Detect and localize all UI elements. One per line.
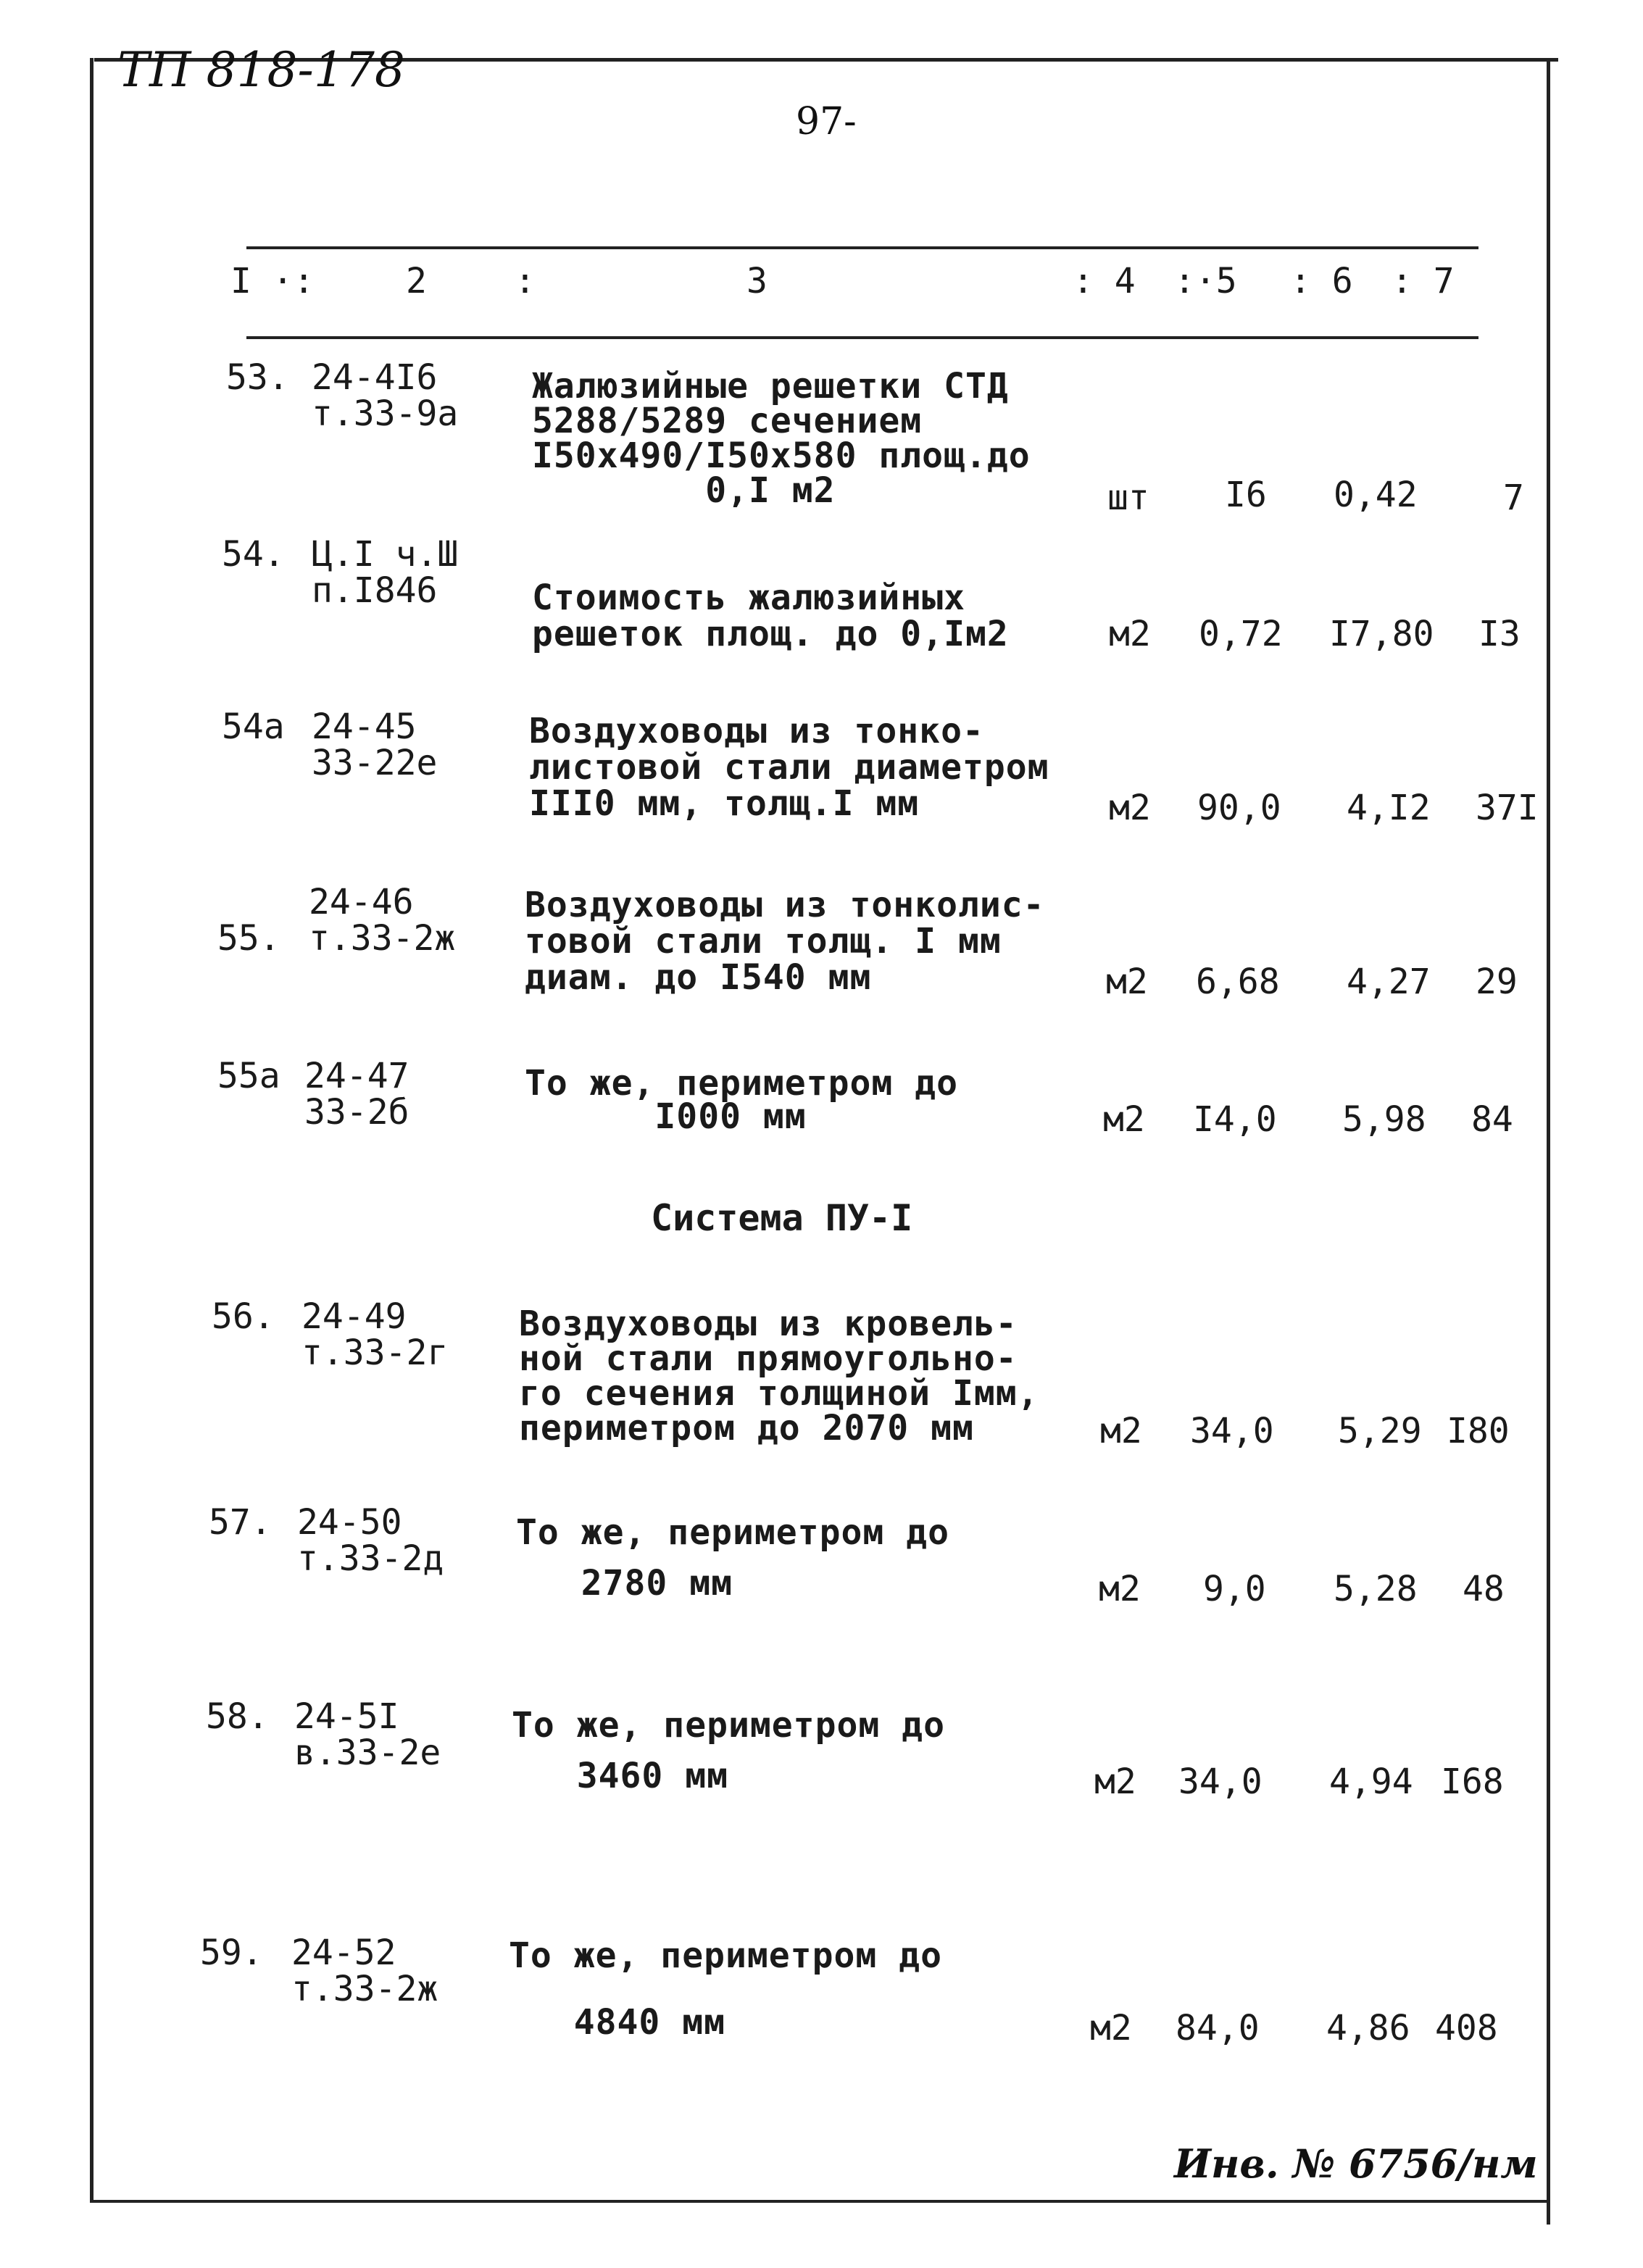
row-56-unit: м2 [1100,1411,1142,1451]
row-58-number: 58. [206,1696,269,1737]
row-57-price: 5,28 [1334,1569,1418,1609]
row-54a-price: 4,I2 [1347,788,1431,828]
section-title: Система ПУ-I [651,1197,913,1239]
row-54-code-2: п.I846 [312,570,438,611]
row-59-desc-1: То же, периметром до [509,1935,942,1976]
row-54-number: 54. [222,534,285,575]
row-55a-number: 55а [217,1056,280,1096]
row-59-price: 4,86 [1326,2008,1410,2048]
row-56-code-2: т.33-2г [301,1333,449,1373]
row-54-unit: м2 [1109,614,1151,654]
row-58-desc-2: 3460 мм [512,1756,728,1796]
row-54-code-1: Ц.I ч.Ш [312,534,459,575]
row-53-desc-2: 5288/5289 сечением [532,401,923,441]
row-55a-desc-2: I000 мм [525,1096,807,1137]
header-col-7: : 7 [1392,261,1455,301]
page-number: 97- [796,100,857,143]
row-53-unit: шт [1107,478,1149,518]
row-57-total: 48 [1463,1569,1505,1609]
row-55a-quantity: I4,0 [1193,1099,1277,1140]
row-55-quantity: 6,68 [1196,962,1280,1002]
row-54-desc-1: Стоимость жалюзийных [532,578,965,618]
row-58-code-1: 24-5I [294,1696,399,1737]
row-57-desc-1: То же, периметром до [516,1512,949,1553]
frame-bottom-border [90,2200,1550,2203]
row-56-desc-3: го сечения толщиной Iмм, [519,1373,1039,1414]
row-54a-quantity: 90,0 [1197,788,1281,828]
row-54a-code-1: 24-45 [312,706,417,747]
row-54a-unit: м2 [1109,788,1151,828]
header-col-3: 3 [746,261,768,301]
row-55-number: 55. [217,918,280,959]
row-54a-code-2: 33-22е [312,743,438,783]
handwritten-document-code: ТП 818-178 [117,42,405,98]
row-55-code-2: т.33-2ж [309,918,456,959]
row-59-number: 59. [200,1933,263,1973]
row-57-code-2: т.33-2д [297,1538,444,1579]
row-54a-desc-1: Воздуховоды из тонко- [529,711,984,751]
row-53-code-1: 24-4I6 [312,357,438,398]
header-col-2: 2 [406,261,427,301]
header-col-3-separator: : [515,261,536,301]
row-54-desc-2: решеток площ. до 0,Iм2 [532,614,1009,654]
row-58-code-2: в.33-2е [294,1733,441,1773]
row-53-desc-1: Жалюзийные решетки СТД [532,366,1009,407]
row-58-unit: м2 [1094,1762,1136,1802]
row-54-quantity: 0,72 [1199,614,1283,654]
row-53-desc-4: 0,I м2 [532,470,836,511]
header-col-6: : 6 [1290,261,1353,301]
row-59-code-2: т.33-2ж [291,1969,438,2009]
row-55-total: 29 [1476,962,1518,1002]
header-col-4: : 4 [1073,261,1136,301]
row-53-desc-3: I50х490/I50х580 площ.до [532,435,1031,476]
row-55-desc-2: товой стали толщ. I мм [525,921,1002,962]
row-55-unit: м2 [1106,962,1148,1002]
row-54-total: I3 [1478,614,1521,654]
row-59-total: 408 [1435,2008,1498,2048]
row-54a-total: 37I [1476,788,1539,828]
row-56-total: I80 [1447,1411,1510,1451]
row-54a-desc-2: листовой стали диаметром [529,747,1049,788]
frame-right-border [1547,58,1550,2225]
row-55a-unit: м2 [1103,1099,1145,1140]
row-53-price: 0,42 [1334,475,1418,515]
row-59-code-1: 24-52 [291,1933,396,1973]
row-55a-total: 84 [1471,1099,1513,1140]
row-54-price: I7,80 [1329,614,1434,654]
header-top-rule [246,246,1478,249]
row-59-desc-2: 4840 мм [509,2002,725,2043]
row-53-total: 7 [1503,478,1524,518]
inventory-number: Инв. № 6756/нм [1174,2140,1538,2187]
frame-left-border [90,58,93,2203]
row-57-quantity: 9,0 [1203,1569,1266,1609]
row-55-desc-3: диам. до I540 мм [525,957,872,998]
row-56-number: 56. [212,1296,275,1337]
header-col-5: :·5 [1174,261,1237,301]
row-55a-code-2: 33-2б [304,1092,409,1133]
row-56-desc-1: Воздуховоды из кровель- [519,1304,1018,1344]
row-56-quantity: 34,0 [1190,1411,1274,1451]
row-53-quantity: I6 [1225,475,1267,515]
row-55a-price: 5,98 [1342,1099,1426,1140]
row-55-code-1: 24-46 [309,882,414,922]
row-55-desc-1: Воздуховоды из тонколис- [525,885,1045,925]
row-53-number: 53. [226,357,289,398]
row-56-desc-4: периметром до 2070 мм [519,1408,974,1448]
row-58-quantity: 34,0 [1178,1762,1263,1802]
row-56-code-1: 24-49 [301,1296,407,1337]
row-56-price: 5,29 [1338,1411,1422,1451]
row-54a-desc-3: III0 мм, толщ.I мм [529,783,920,824]
row-57-number: 57. [209,1502,272,1543]
row-58-price: 4,94 [1329,1762,1413,1802]
row-57-desc-2: 2780 мм [516,1563,733,1604]
row-54a-number: 54а [222,706,285,747]
row-58-desc-1: То же, периметром до [512,1705,945,1746]
row-55-price: 4,27 [1347,962,1431,1002]
row-57-code-1: 24-50 [297,1502,402,1543]
row-55a-desc-1: То же, периметром до [525,1063,958,1104]
header-bottom-rule [246,336,1478,339]
row-58-total: I68 [1441,1762,1504,1802]
row-53-code-2: т.33-9а [312,393,459,434]
row-59-quantity: 84,0 [1176,2008,1260,2048]
row-59-unit: м2 [1090,2008,1132,2048]
row-55a-code-1: 24-47 [304,1056,409,1096]
row-56-desc-2: ной стали прямоугольно- [519,1338,1018,1379]
row-57-unit: м2 [1099,1569,1141,1609]
header-col-1: I ·: [230,261,315,301]
